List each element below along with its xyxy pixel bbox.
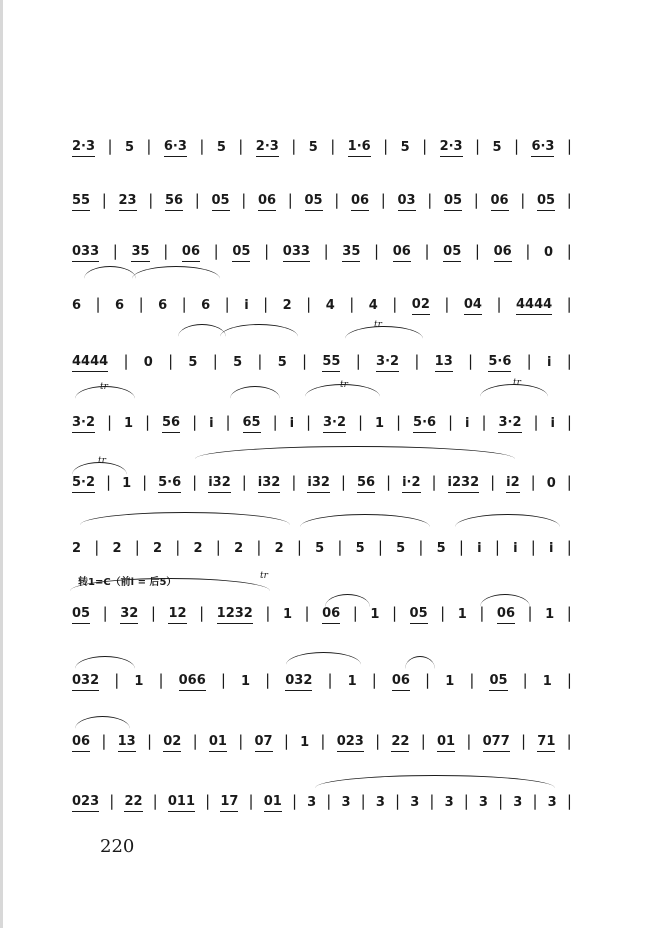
- note-group: 17: [220, 794, 238, 812]
- note-group: 55: [322, 354, 340, 372]
- barline: |: [463, 792, 469, 810]
- barline: |: [533, 413, 539, 431]
- barline: |: [106, 473, 112, 491]
- note-group: 71: [537, 734, 555, 752]
- slur: [84, 266, 136, 279]
- note-group: 3: [444, 795, 454, 810]
- barline: |: [490, 473, 496, 491]
- note-group: 1: [240, 674, 251, 689]
- note-group: 2: [274, 541, 284, 556]
- note-group: 0: [143, 355, 153, 370]
- barline: |: [396, 413, 402, 431]
- note-group: 5: [216, 140, 226, 155]
- note-group: 03: [398, 193, 416, 211]
- note-group: i: [546, 355, 552, 370]
- note-group: 06: [494, 244, 512, 262]
- barline: |: [530, 538, 536, 556]
- barline: |: [494, 538, 500, 556]
- note-group: 2: [234, 541, 244, 556]
- note-group: 1: [282, 607, 293, 622]
- barline: |: [220, 671, 226, 689]
- barline: |: [566, 413, 572, 431]
- barline: |: [291, 792, 297, 810]
- barline: |: [358, 413, 364, 431]
- slur: [300, 514, 430, 527]
- note-group: 02: [412, 297, 430, 315]
- barline: |: [520, 191, 526, 209]
- barline: |: [287, 191, 293, 209]
- note-group: 6: [201, 298, 211, 313]
- slur: [195, 446, 515, 459]
- barline: |: [566, 792, 572, 810]
- barline: |: [241, 191, 247, 209]
- note-group: 6: [115, 298, 125, 313]
- barline: |: [427, 191, 433, 209]
- note-group: 2·3: [256, 139, 279, 157]
- barline: |: [205, 792, 211, 810]
- note-group: 3: [478, 795, 488, 810]
- barline: |: [257, 352, 263, 370]
- barline: |: [566, 242, 572, 260]
- note-group: 3: [307, 795, 317, 810]
- note-group: i32: [258, 475, 281, 493]
- note-group: 1232: [217, 606, 253, 624]
- note-group: i: [244, 298, 249, 313]
- barline: |: [224, 295, 230, 313]
- note-group: 3: [513, 795, 523, 810]
- barline: |: [475, 137, 481, 155]
- barline: |: [248, 792, 254, 810]
- note-group: 06: [72, 734, 90, 752]
- barline: |: [566, 732, 572, 750]
- barline: |: [566, 671, 572, 689]
- barline: |: [152, 792, 158, 810]
- barline: |: [498, 792, 504, 810]
- barline: |: [418, 538, 424, 556]
- note-group: 5·6: [413, 415, 436, 433]
- note-group: i·2: [402, 475, 420, 493]
- note-group: 032: [72, 673, 99, 691]
- barline: |: [192, 473, 198, 491]
- barline: |: [469, 671, 475, 689]
- note-group: i: [549, 541, 554, 556]
- barline: |: [530, 473, 536, 491]
- note-group: i2: [506, 475, 520, 493]
- barline: |: [330, 137, 336, 155]
- note-group: 1: [445, 674, 455, 689]
- barline: |: [383, 137, 389, 155]
- note-group: 13: [118, 734, 136, 752]
- barline: |: [566, 191, 572, 209]
- barline: |: [163, 242, 169, 260]
- note-group: 066: [179, 673, 206, 691]
- barline: |: [123, 352, 129, 370]
- barline: |: [291, 137, 297, 155]
- note-group: 1: [124, 416, 134, 431]
- slur: [132, 266, 220, 279]
- barline: |: [479, 604, 485, 622]
- note-group: 06: [392, 673, 410, 691]
- note-group: 1: [300, 735, 310, 750]
- note-group: 05: [72, 606, 90, 624]
- note-group: i232: [448, 475, 480, 493]
- note-group: 2: [282, 298, 292, 313]
- barline: |: [264, 242, 270, 260]
- page-edge: [0, 0, 3, 928]
- note-group: 13: [435, 354, 453, 372]
- score-line: [72, 712, 572, 752]
- note-group: 04: [464, 297, 482, 315]
- barline: |: [320, 732, 326, 750]
- barline: |: [468, 352, 474, 370]
- note-group: 1: [134, 674, 144, 689]
- note-group: 06: [258, 193, 276, 211]
- barline: |: [526, 352, 532, 370]
- note-group: 3·2: [376, 354, 399, 372]
- barline: |: [306, 413, 312, 431]
- barline: |: [375, 732, 381, 750]
- barline: |: [360, 792, 366, 810]
- barline: |: [566, 538, 572, 556]
- barline: |: [566, 604, 572, 622]
- barline: |: [326, 792, 332, 810]
- barline: |: [158, 671, 164, 689]
- barline: |: [425, 671, 431, 689]
- note-group: 5: [492, 140, 502, 155]
- note-group: 023: [337, 734, 364, 752]
- barline: |: [102, 604, 108, 622]
- barline: |: [327, 671, 333, 689]
- barline: |: [349, 295, 355, 313]
- note-group: 4444: [72, 354, 108, 372]
- barline: |: [101, 732, 107, 750]
- barline: |: [466, 732, 472, 750]
- slur: [80, 512, 290, 525]
- note-group: 3·2: [323, 415, 346, 433]
- note-group: 3: [375, 795, 385, 810]
- note-group: 5: [308, 140, 318, 155]
- note-group: 5: [396, 541, 406, 556]
- note-group: 06: [351, 193, 369, 211]
- barline: |: [181, 295, 187, 313]
- note-group: 5·6: [158, 475, 181, 493]
- note-group: 56: [162, 415, 180, 433]
- score-line: [72, 332, 572, 372]
- barline: |: [192, 413, 198, 431]
- barline: |: [148, 191, 154, 209]
- barline: |: [150, 604, 156, 622]
- note-group: 3·2: [498, 415, 521, 433]
- slur: [345, 326, 423, 339]
- barline: |: [142, 473, 148, 491]
- slur: [178, 324, 226, 337]
- barline: |: [265, 671, 271, 689]
- note-group: 22: [124, 794, 142, 812]
- barline: |: [422, 137, 428, 155]
- score-line: [72, 393, 572, 433]
- note-group: 2: [72, 541, 82, 556]
- barline: |: [566, 352, 572, 370]
- barline: |: [496, 295, 502, 313]
- note-group: i: [209, 416, 214, 431]
- note-group: 06: [393, 244, 411, 262]
- score-line: [72, 222, 572, 262]
- barline: |: [371, 671, 377, 689]
- note-group: 6: [158, 298, 168, 313]
- score-line: [72, 453, 572, 493]
- score-line: [72, 171, 572, 211]
- barline: |: [566, 473, 572, 491]
- note-group: 05: [305, 193, 323, 211]
- barline: |: [420, 732, 426, 750]
- barline: |: [138, 295, 144, 313]
- note-group: 02: [163, 734, 181, 752]
- barline: |: [283, 732, 289, 750]
- note-group: 2: [193, 541, 203, 556]
- barline: |: [109, 792, 115, 810]
- note-group: 5: [355, 541, 365, 556]
- note-group: 35: [342, 244, 360, 262]
- key-change-marking: 转1=C（前i = 后5）: [78, 577, 177, 588]
- barline: |: [241, 473, 247, 491]
- barline: |: [532, 792, 538, 810]
- trill-mark: tr: [260, 571, 268, 581]
- note-group: 0: [544, 245, 554, 260]
- barline: |: [391, 604, 397, 622]
- note-group: 032: [285, 673, 312, 691]
- note-group: 2·3: [440, 139, 463, 157]
- barline: |: [334, 191, 340, 209]
- note-group: 01: [264, 794, 282, 812]
- note-group: 06: [497, 606, 515, 624]
- note-group: i: [550, 416, 555, 431]
- barline: |: [272, 413, 278, 431]
- barline: |: [199, 604, 205, 622]
- note-group: 05: [537, 193, 555, 211]
- barline: |: [291, 473, 297, 491]
- slur: [220, 324, 298, 337]
- barline: |: [377, 538, 383, 556]
- note-group: 1: [347, 674, 357, 689]
- note-group: 3: [547, 795, 557, 810]
- note-group: 05: [410, 606, 428, 624]
- barline: |: [380, 191, 386, 209]
- note-group: 3: [341, 795, 351, 810]
- note-group: 05: [212, 193, 230, 211]
- barline: |: [337, 538, 343, 556]
- note-group: 6·3: [531, 139, 554, 157]
- barline: |: [527, 604, 533, 622]
- note-group: 07: [255, 734, 273, 752]
- barline: |: [101, 191, 107, 209]
- note-group: 22: [391, 734, 409, 752]
- barline: |: [194, 191, 200, 209]
- barline: |: [225, 413, 231, 431]
- barline: |: [146, 137, 152, 155]
- barline: |: [213, 242, 219, 260]
- barline: |: [374, 242, 380, 260]
- note-group: 033: [72, 244, 99, 262]
- note-group: 01: [437, 734, 455, 752]
- note-group: 1: [542, 674, 552, 689]
- barline: |: [323, 242, 329, 260]
- barline: |: [238, 137, 244, 155]
- note-group: 6: [72, 298, 82, 313]
- note-group: 5·6: [488, 354, 511, 372]
- note-group: 06: [322, 606, 340, 624]
- note-group: 5: [277, 355, 287, 370]
- barline: |: [448, 413, 454, 431]
- note-group: 1: [370, 607, 380, 622]
- note-group: 2·3: [72, 139, 95, 157]
- note-group: i: [477, 541, 482, 556]
- barline: |: [256, 538, 262, 556]
- note-group: i: [465, 416, 470, 431]
- barline: |: [215, 538, 221, 556]
- note-group: 5: [124, 140, 134, 155]
- note-group: 23: [119, 193, 137, 211]
- barline: |: [114, 671, 120, 689]
- note-group: 05: [489, 673, 507, 691]
- barline: |: [95, 295, 101, 313]
- barline: |: [306, 295, 312, 313]
- slur: [230, 386, 280, 399]
- page-number: 220: [100, 836, 135, 857]
- note-group: 2: [112, 541, 122, 556]
- barline: |: [513, 137, 520, 155]
- barline: |: [522, 671, 528, 689]
- note-group: 06: [182, 244, 200, 262]
- note-group: 1: [545, 607, 555, 622]
- note-group: 077: [483, 734, 510, 752]
- barline: |: [440, 604, 446, 622]
- note-group: 06: [491, 193, 509, 211]
- score-line: [72, 117, 572, 157]
- barline: |: [521, 732, 527, 750]
- barline: |: [352, 604, 358, 622]
- barline: |: [192, 732, 198, 750]
- note-group: 35: [131, 244, 149, 262]
- barline: |: [212, 352, 218, 370]
- barline: |: [146, 732, 153, 750]
- barline: |: [566, 137, 572, 155]
- note-group: 3: [410, 795, 420, 810]
- note-group: i: [289, 416, 295, 431]
- barline: |: [392, 295, 398, 313]
- barline: |: [525, 242, 531, 260]
- barline: |: [414, 352, 420, 370]
- note-group: 3·2: [72, 415, 95, 433]
- note-group: 2: [153, 541, 163, 556]
- trill-mark: tr: [340, 380, 348, 390]
- note-group: 05: [443, 244, 461, 262]
- note-group: 05: [232, 244, 250, 262]
- barline: |: [107, 137, 113, 155]
- trill-mark: tr: [513, 378, 521, 388]
- barline: |: [458, 538, 464, 556]
- note-group: 5: [400, 140, 410, 155]
- barline: |: [168, 352, 174, 370]
- barline: |: [106, 413, 113, 431]
- note-group: 5: [233, 355, 243, 370]
- note-group: 5: [315, 541, 325, 556]
- note-group: 56: [165, 193, 183, 211]
- note-group: 5·2: [72, 475, 95, 493]
- note-group: 5: [436, 541, 446, 556]
- note-group: 4: [325, 298, 335, 313]
- barline: |: [386, 473, 392, 491]
- slur: [455, 514, 560, 527]
- trill-mark: tr: [100, 382, 108, 392]
- barline: |: [444, 295, 450, 313]
- note-group: 05: [444, 193, 462, 211]
- barline: |: [304, 604, 310, 622]
- note-group: 55: [72, 193, 90, 211]
- barline: |: [355, 352, 361, 370]
- note-group: 1: [122, 476, 132, 491]
- note-group: 1: [457, 607, 467, 622]
- note-group: i32: [208, 475, 231, 493]
- barline: |: [424, 242, 430, 260]
- barline: |: [473, 191, 479, 209]
- barline: |: [296, 538, 302, 556]
- barline: |: [429, 792, 435, 810]
- note-group: 5: [188, 355, 198, 370]
- barline: |: [175, 538, 181, 556]
- note-group: 1: [375, 416, 385, 431]
- barline: |: [302, 352, 308, 370]
- barline: |: [199, 137, 205, 155]
- barline: |: [134, 538, 140, 556]
- note-group: 56: [357, 475, 375, 493]
- note-group: i: [513, 541, 518, 556]
- note-group: 32: [120, 606, 138, 624]
- note-group: 011: [168, 794, 195, 812]
- barline: |: [94, 538, 100, 556]
- note-group: 6·3: [164, 139, 187, 157]
- barline: |: [566, 295, 572, 313]
- barline: |: [145, 413, 151, 431]
- note-group: i32: [307, 475, 330, 493]
- trill-mark: tr: [374, 320, 382, 330]
- note-group: 01: [209, 734, 227, 752]
- note-group: 0: [546, 476, 556, 491]
- note-group: 1·6: [348, 139, 371, 157]
- note-group: 65: [243, 415, 261, 433]
- barline: |: [431, 473, 437, 491]
- barline: |: [340, 473, 346, 491]
- barline: |: [238, 732, 244, 750]
- note-group: 033: [283, 244, 310, 262]
- trill-mark: tr: [98, 456, 106, 466]
- barline: |: [263, 295, 269, 313]
- note-group: 023: [72, 794, 99, 812]
- barline: |: [265, 604, 271, 622]
- score-line: [72, 275, 572, 315]
- note-group: 4: [368, 298, 378, 313]
- note-group: 4444: [516, 297, 552, 315]
- barline: |: [395, 792, 401, 810]
- barline: |: [112, 242, 118, 260]
- note-group: 12: [168, 606, 186, 624]
- barline: |: [481, 413, 487, 431]
- barline: |: [474, 242, 480, 260]
